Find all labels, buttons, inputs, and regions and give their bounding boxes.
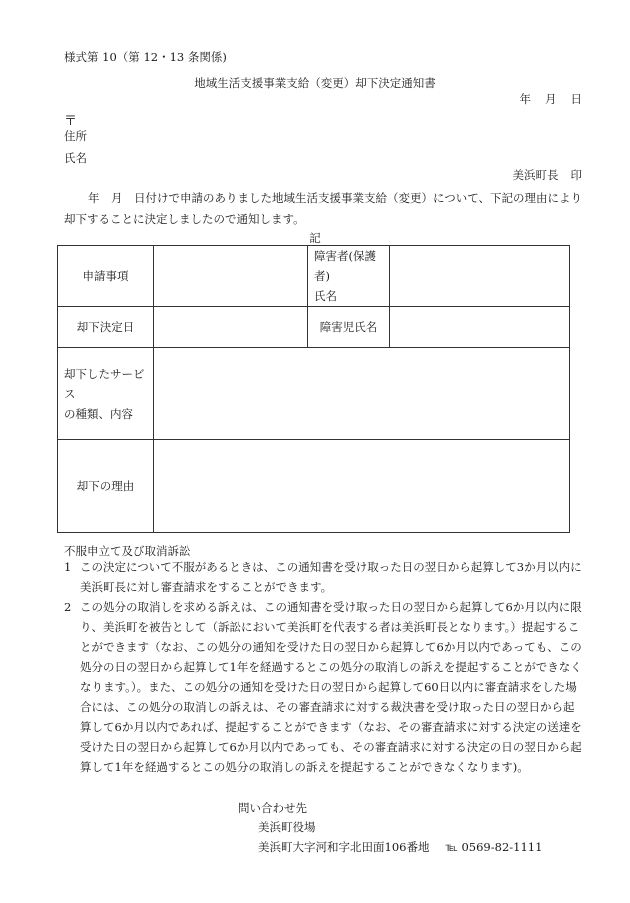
date-year-label: 年: [519, 92, 531, 106]
table-row: [58, 440, 570, 533]
guardian-name-value: [390, 246, 570, 307]
contact-office: 美浜町役場: [258, 820, 316, 834]
appeal-item-text: この処分の取消しを求める訴えは、この通知書を受け取った日の翌日から起算して6か月以内に限り、美浜町を被告として（訴訟において美浜町を代表する者は美浜町長となります。）提起することができます（なお、この処分の通知を受けた日の翌日から起算して6か月以内であっても、この処分の日の翌日から起算して1年を経過するとこの処分の取消しの訴えを提起することができなくなります。）。また、この処分の通知を受けた日の翌日から起算して60日以内に審査請求をした場合には、この処分の取消しの訴えは、その審査請求に対する裁決書を受け取った日の翌日から起算して6か月以内であれば、提起することができます（なお、その審査請求に対する決定の送達を受けた日の翌日から起算して6か月以内であっても、その審査請求に対する決定の日の翌日から起算して1年を経過するとこの処分の取消しの訴えを提起することができなくなります)。: [80, 600, 582, 774]
contact-tel: 0569-82-1111: [461, 840, 543, 854]
table-row: [58, 307, 570, 348]
appeal-item-number: 1: [64, 560, 72, 574]
table-row: [58, 348, 570, 440]
rejected-service-line2: の種類、内容: [64, 406, 133, 421]
date-month-label: 月: [545, 92, 557, 106]
contact-address: 美浜町大字河和字北田面106番地: [258, 840, 430, 854]
rejection-reason-value: [154, 440, 570, 533]
application-item-label: 申請事項: [58, 246, 154, 307]
ki-heading: 記: [309, 231, 321, 245]
appeal-item: [64, 597, 584, 777]
date-day-label: 日: [570, 92, 582, 106]
issue-date: [506, 91, 583, 107]
rejection-date-label: 却下決定日: [58, 307, 154, 348]
guardian-name-line1: 障害者(保護者): [314, 249, 376, 283]
rejection-reason-label: 却下の理由: [58, 440, 154, 533]
contact-address-line: [258, 839, 542, 855]
document-title: 地域生活支援事業支給（変更）却下決定通知書: [194, 76, 436, 90]
appeal-section-title: 不服申立て及び取消訴訟: [64, 544, 191, 558]
postal-mark: 〒: [64, 114, 78, 129]
contact-label: 問い合わせ先: [238, 801, 307, 815]
appeal-item-text: この決定について不服があるときは、この通知書を受け取った日の翌日から起算して3か月以内に美浜町長に対し審査請求をすることができます。: [80, 560, 582, 594]
child-name-value: [390, 307, 570, 348]
application-item-value: [154, 246, 308, 307]
sender-signature: [513, 167, 583, 183]
guardian-name-label: [308, 246, 390, 307]
appeal-item: [64, 557, 584, 597]
seal-mark: 印: [570, 168, 582, 182]
rejected-service-label: [58, 348, 154, 440]
table-row: [58, 246, 570, 307]
intro-paragraph: 年 月 日付けで申請のありました地域生活支援事業支給（変更）について、下記の理由により却下することに決定しましたので通知します。: [64, 191, 583, 226]
appeal-item-number: 2: [64, 600, 72, 614]
recipient-name-label: 氏名: [64, 151, 87, 165]
decision-table: [57, 245, 570, 533]
form-number: 様式第 10（第 12・13 条関係): [64, 50, 227, 64]
child-name-label: 障害児氏名: [308, 307, 390, 348]
rejected-service-value: [154, 348, 570, 440]
rejected-service-line1: 却下したサービス: [64, 366, 145, 401]
guardian-name-line2: 氏名: [314, 289, 337, 303]
mayor-title: 美浜町長: [512, 168, 559, 182]
tel-label: ℡: [445, 840, 458, 854]
recipient-address-label: 住所: [64, 129, 87, 143]
rejection-date-value: [154, 307, 308, 348]
